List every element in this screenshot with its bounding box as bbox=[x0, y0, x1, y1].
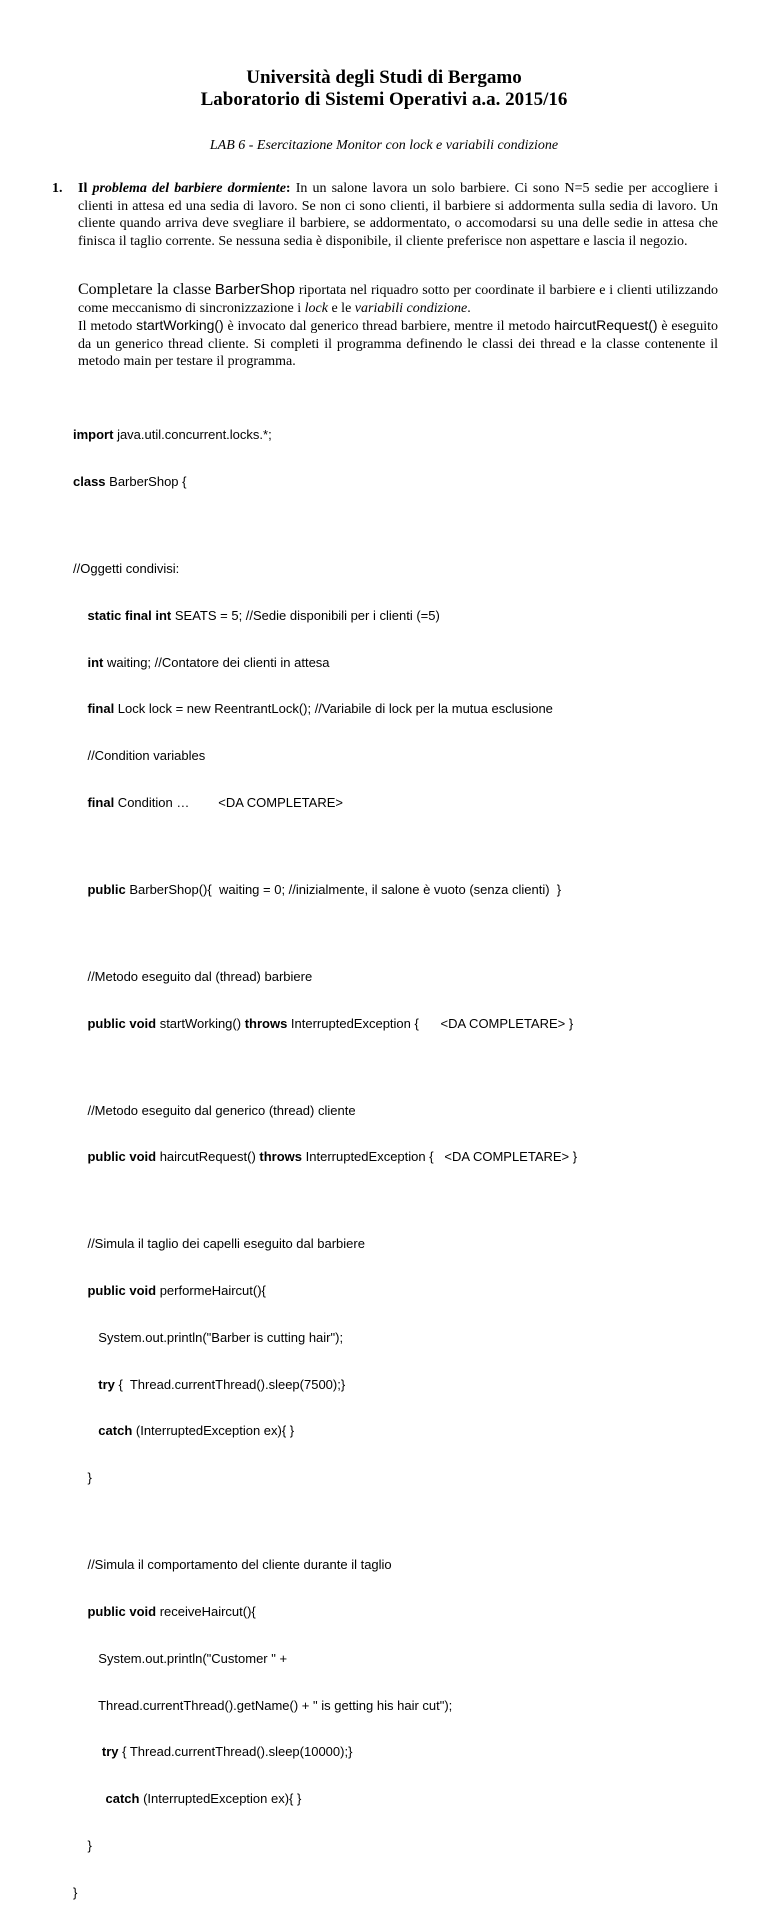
instr-text: e le bbox=[331, 300, 352, 316]
code-comment: //Condition variables bbox=[87, 748, 206, 764]
code-line: int waiting; //Contatore dei clienti in attesa bbox=[87, 654, 330, 670]
course-name: Laboratorio di Sistemi Operativi a.a. 2015/16 bbox=[200, 89, 568, 110]
code-line: static final int SEATS = 5; //Sedie disponibili per i clienti (=5) bbox=[87, 607, 440, 623]
term-lock: lock bbox=[304, 300, 328, 316]
problem-name: problema del barbiere dormiente bbox=[92, 181, 286, 196]
code-line: } bbox=[87, 1470, 92, 1486]
code-line: public void startWorking() throws InterruptedException { <DA COMPLETARE> } bbox=[87, 1015, 574, 1031]
lead-colon: : bbox=[285, 181, 291, 196]
code-line: catch (InterruptedException ex){ } bbox=[105, 1791, 302, 1807]
instr-text: riportata nel riquadro sotto per coordinate il barbiere e i clienti utilizzando come meccanismo di sincronizzazione i bbox=[78, 283, 719, 316]
university-name: Università degli Studi di Bergamo bbox=[246, 67, 522, 88]
code-comment: //Oggetti condivisi: bbox=[73, 560, 180, 576]
code-line: class BarberShop { bbox=[73, 473, 187, 489]
instr-text: Il metodo bbox=[78, 319, 133, 334]
code-listing bbox=[73, 396, 723, 1916]
document-title bbox=[0, 67, 768, 111]
code-line: catch (InterruptedException ex){ } bbox=[98, 1423, 295, 1439]
instructions-paragraph-2 bbox=[78, 317, 718, 371]
code-line: System.out.println("Barber is cutting hair"); bbox=[98, 1329, 344, 1345]
instr-text: è eseguito da un generico thread cliente. Si completi il programma definendo le classi dei thread e la classe contenente il metodo main per testare il programma. bbox=[78, 319, 718, 369]
code-line: Thread.currentThread().getName() + " is getting his hair cut"); bbox=[98, 1697, 453, 1713]
code-line: System.out.println("Customer " + bbox=[98, 1650, 288, 1666]
code-line: } bbox=[87, 1837, 92, 1853]
code-line: public BarberShop(){ waiting = 0; //inizialmente, il salone è vuoto (senza clienti) } bbox=[87, 881, 562, 897]
exercise-lead bbox=[78, 181, 291, 196]
code-line: } bbox=[73, 1884, 78, 1900]
lead-prefix: Il bbox=[78, 181, 88, 196]
code-line: final Condition … <DA COMPLETARE> bbox=[87, 794, 343, 810]
code-line: import java.util.concurrent.locks.*; bbox=[73, 427, 272, 443]
code-line: try { Thread.currentThread().sleep(7500);} bbox=[98, 1376, 346, 1392]
instructions bbox=[78, 281, 718, 371]
code-line: public void haircutRequest() throws InterruptedException { <DA COMPLETARE> } bbox=[87, 1149, 578, 1165]
code-comment: //Metodo eseguito dal generico (thread) cliente bbox=[87, 1102, 356, 1118]
instr-text: è invocato dal generico thread barbiere, mentre il metodo bbox=[227, 319, 551, 334]
code-comment: //Metodo eseguito dal (thread) barbiere bbox=[87, 968, 313, 984]
exercise-1 bbox=[52, 180, 718, 250]
instructions-paragraph-1 bbox=[78, 281, 718, 317]
exercise-description: In un salone lavora un solo barbiere. Ci sono N=5 sedie per accogliere i clienti in attesa ed una sedia di lavoro. Se non ci sono clienti, il barbiere si addormenta sulla sedia di lavoro. Un cliente quando arriva deve svegliare il barbiere, se addormentato, o accomodarsi su una delle sedie in attesa che finisca il taglio corrente. Se nessuna sedia è disponibile, il cliente preferisce non aspettare e lascia il negozio. bbox=[78, 181, 719, 249]
code-comment: //Simula il comportamento del cliente durante il taglio bbox=[87, 1557, 392, 1573]
instr-text: Completare la classe bbox=[78, 281, 212, 298]
term-condition-variables: variabili condizione bbox=[354, 300, 468, 316]
code-line: public void performeHaircut(){ bbox=[87, 1283, 266, 1299]
instr-text: . bbox=[467, 300, 471, 316]
method-start-working: startWorking() bbox=[136, 317, 224, 333]
class-name: BarberShop bbox=[214, 281, 295, 298]
exercise-text bbox=[78, 180, 718, 250]
code-line: try { Thread.currentThread().sleep(10000);} bbox=[101, 1744, 353, 1760]
code-comment: //Simula il taglio dei capelli eseguito dal barbiere bbox=[87, 1236, 365, 1252]
code-line: public void receiveHaircut(){ bbox=[87, 1603, 256, 1619]
method-haircut-request: haircutRequest() bbox=[554, 317, 658, 333]
exercise-number: 1. bbox=[52, 181, 63, 196]
lab-title: LAB 6 - Esercitazione Monitor con lock e variabili condizione bbox=[209, 138, 559, 153]
code-line: final Lock lock = new ReentrantLock(); //Variabile di lock per la mutua esclusione bbox=[87, 701, 553, 717]
